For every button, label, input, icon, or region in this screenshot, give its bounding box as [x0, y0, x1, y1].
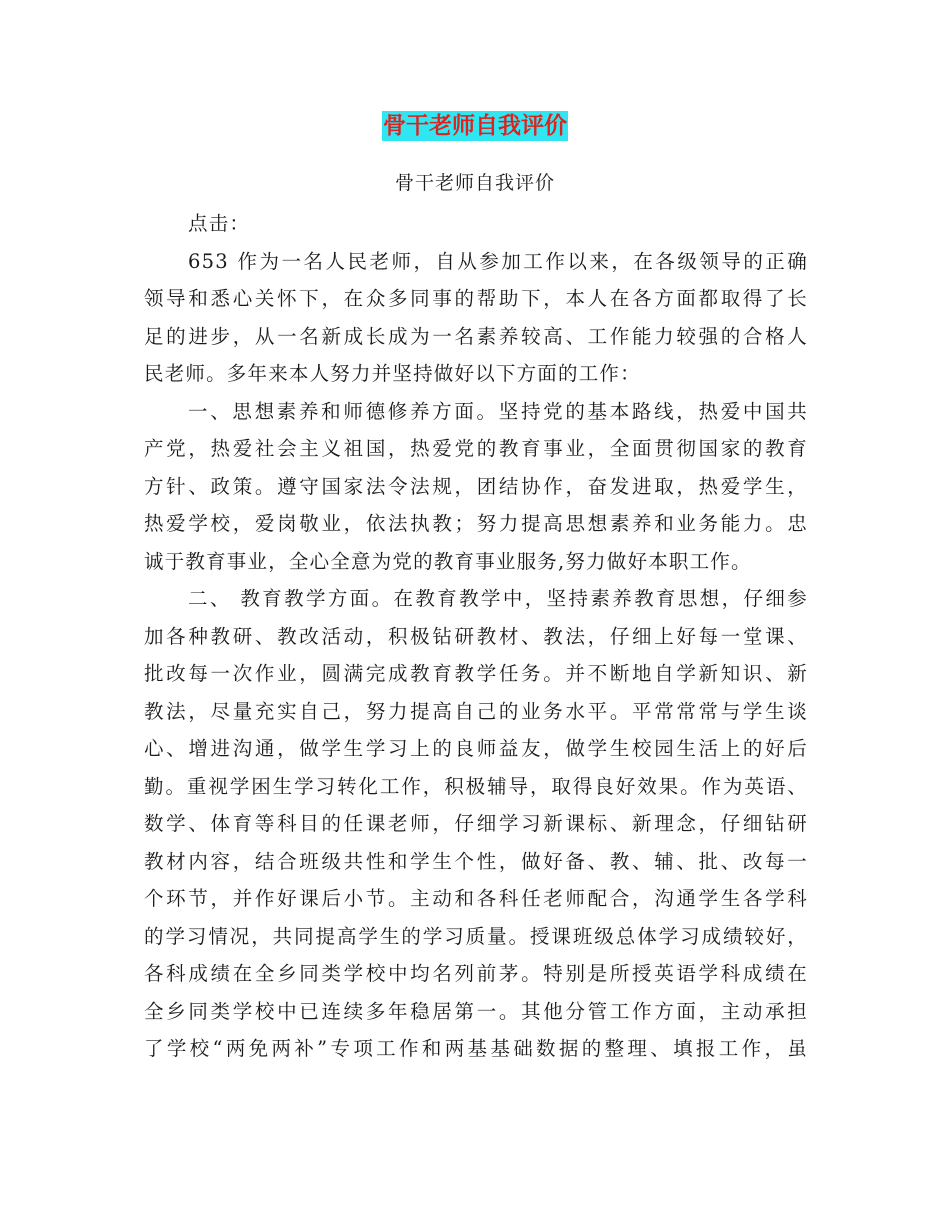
text-line: 民老师。多年来本人努力并坚持做好以下方面的工作：	[144, 362, 641, 385]
text-line: 批改每一次作业，圆满完成教育教学任务。并不断地自学新知识、新	[144, 662, 808, 685]
text-line: 数学、体育等科目的任课老师，仔细学习新课标、新理念，仔细钻研	[144, 812, 808, 835]
text-line: 的学习情况，共同提高学生的学习质量。授课班级总体学习成绩较好，	[144, 924, 808, 948]
text-line: 教材内容，结合班级共性和学生个性，做好备、教、辅、批、改每一	[144, 849, 808, 873]
document-subtitle: 骨干老师自我评价	[394, 172, 555, 194]
text-line: 点击：	[188, 212, 251, 235]
text-line: 了学校“两免两补”专项工作和两基基础数据的整理、填报工作，虽	[144, 1037, 808, 1060]
document-body	[144, 205, 808, 1068]
text-line: 653 作为一名人民老师，自从参加工作以来，在各级领导的正确	[188, 249, 808, 273]
text-line: 个环节，并作好课后小节。主动和各科任老师配合，沟通学生各学科	[144, 887, 808, 910]
text-line: 方针、政策。遵守国家法令法规，团结协作，奋发进取，热爱学生，	[144, 474, 808, 498]
text-line: 各科成绩在全乡同类学校中均名列前茅。特别是所授英语学科成绩在	[144, 962, 808, 985]
text-line: 领导和悉心关怀下，在众多同事的帮助下，本人在各方面都取得了长	[144, 287, 808, 310]
text-line: 二、 教育教学方面。在教育教学中，坚持素养教育思想，仔细参	[188, 587, 808, 610]
text-line: 足的进步，从一名新成长成为一名素养较高、工作能力较强的合格人	[144, 324, 808, 348]
text-line: 诚于教育事业，全心全意为党的教育事业服务,努力做好本职工作。	[144, 549, 752, 573]
text-line: 产党，热爱社会主义祖国，热爱党的教育事业，全面贯彻国家的教育	[144, 437, 808, 460]
text-line: 全乡同类学校中已连续多年稳居第一。其他分管工作方面，主动承担	[144, 999, 808, 1023]
text-line: 一、思想素养和师德修养方面。坚持党的基本路线，热爱中国共	[188, 399, 808, 423]
text-line: 勤。重视学困生学习转化工作，积极辅导，取得良好效果。作为英语、	[144, 774, 808, 798]
title-container	[0, 111, 950, 141]
text-line: 加各种教研、教改活动，积极钻研教材、教法，仔细上好每一堂课、	[144, 624, 808, 648]
text-line: 心、增进沟通，做学生学习上的良师益友，做学生校园生活上的好后	[144, 737, 808, 760]
document-title: 骨干老师自我评价	[383, 113, 567, 139]
text-line: 热爱学校，爱岗敬业，依法执教；努力提高思想素养和业务能力。忠	[144, 512, 808, 535]
text-line: 教法，尽量充实自己，努力提高自己的业务水平。平常常常与学生谈	[144, 699, 808, 723]
